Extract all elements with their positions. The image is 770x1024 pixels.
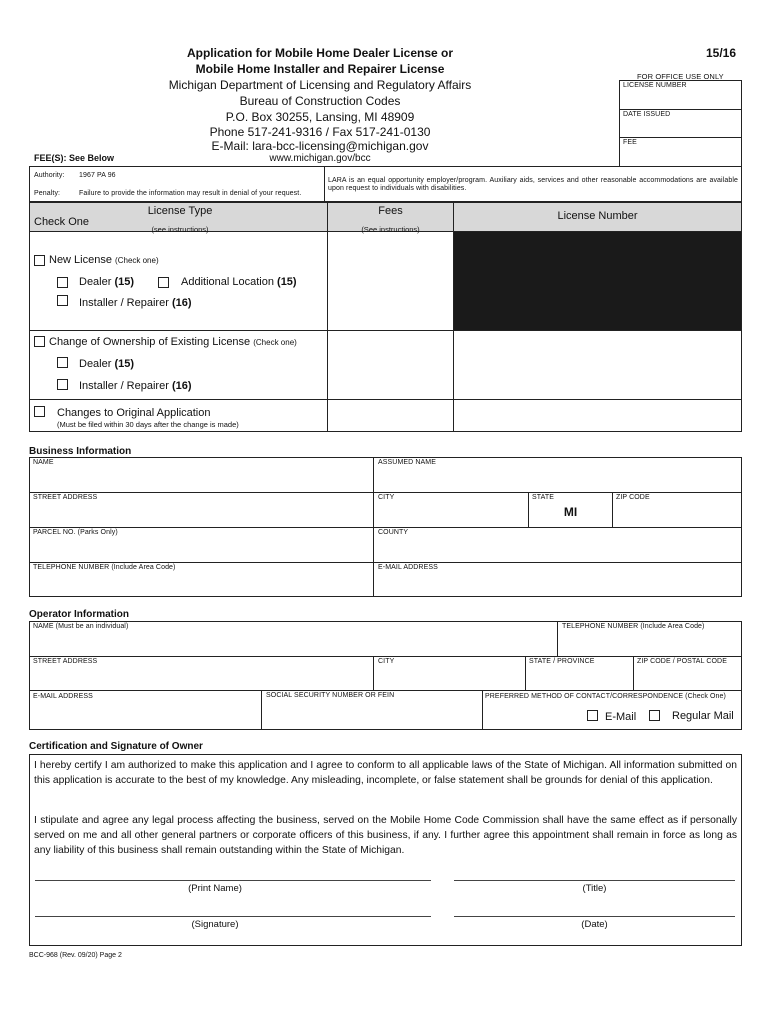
department-name: Michigan Department of Licensing and Regulatory Affairs	[168, 78, 472, 92]
date-caption: (Date)	[581, 919, 608, 930]
change-ownership-check-one-note: (Check one)	[253, 338, 297, 347]
form-title-line1: Application for Mobile Home Dealer License or	[186, 46, 454, 60]
operator-street-label: STREET ADDRESS	[33, 658, 98, 665]
change-installer-option	[79, 380, 192, 392]
business-state-label: STATE	[532, 494, 555, 501]
new-dealer-label: Dealer	[79, 276, 112, 288]
operator-street-field[interactable]	[30, 667, 372, 689]
change-installer-code: (16)	[171, 380, 192, 392]
additional-location-code: (15)	[277, 276, 297, 288]
change-installer-label: Installer / Repairer	[79, 380, 169, 392]
certification-paragraph-2: I stipulate and agree any legal process affecting the business, served on the Mobile Home Code Commission shall have the same effect as if personally served on me and all other general partners or corporate officers of this business, if any. I further agree this appointment shall remain in force as long as any liability of this business shall remain outstanding within the State of Michigan.	[34, 815, 737, 856]
operator-zip-label: ZIP CODE / POSTAL CODE	[637, 658, 727, 665]
penalty-value: Failure to provide the information may result in denial of your request.	[79, 190, 302, 197]
business-name-label: NAME	[33, 459, 54, 466]
license-number-header: License Number	[557, 210, 638, 222]
signature-caption: (Signature)	[191, 919, 239, 930]
contact-mail-checkbox[interactable]	[649, 710, 660, 721]
title-caption: (Title)	[582, 883, 607, 894]
print-name-caption: (Print Name)	[188, 883, 242, 894]
website: www.michigan.gov/bcc	[269, 153, 371, 164]
mailing-address: P.O. Box 30255, Lansing, MI 48909	[225, 110, 415, 124]
new-installer-option	[79, 297, 192, 309]
operator-ssn-label: SOCIAL SECURITY NUMBER OR FEIN	[266, 692, 395, 699]
business-city-label: CITY	[378, 494, 395, 501]
date-line[interactable]	[454, 916, 735, 917]
business-zip-label: ZIP CODE	[616, 494, 650, 501]
new-license-check-one-note: (Check one)	[115, 256, 159, 265]
changes-original-note: (Must be filed within 30 days after the change is made)	[57, 420, 239, 429]
penalty-label: Penalty:	[34, 190, 61, 197]
business-parcel-field[interactable]	[30, 538, 372, 561]
new-license-option	[49, 254, 159, 266]
business-info-heading: Business Information	[29, 446, 132, 457]
new-installer-code: (16)	[171, 297, 192, 309]
office-fee-box	[619, 137, 742, 167]
changes-original-checkbox[interactable]	[34, 406, 45, 417]
authority-box	[29, 166, 742, 202]
change-ownership-checkbox[interactable]	[34, 336, 45, 347]
authority-value: 1967 PA 96	[79, 172, 116, 179]
business-email-field[interactable]	[374, 573, 741, 596]
signature-line[interactable]	[35, 916, 431, 917]
office-date-issued-box	[619, 109, 742, 138]
contact-email-option: E-Mail	[605, 711, 637, 723]
certification-heading: Certification and Signature of Owner	[29, 741, 203, 752]
office-fee-label: FEE	[623, 139, 637, 146]
print-name-line[interactable]	[35, 880, 431, 881]
authority-label: Authority:	[34, 172, 65, 179]
office-license-number-label: LICENSE NUMBER	[623, 82, 687, 89]
change-dealer-checkbox[interactable]	[57, 357, 68, 368]
additional-location-label: Additional Location	[181, 276, 274, 288]
operator-info-heading: Operator Information	[29, 609, 130, 620]
license-type-subheader-text: (see instructions)	[151, 225, 209, 234]
business-assumed-name-label: ASSUMED NAME	[378, 459, 436, 466]
certification-paragraph-1: I hereby certify I am authorized to make this application and I agree to conform to all applicable laws of the State of Michigan. All information submitted on this application is accurate to the best of my knowledge. Any misleading, incomplete, or false statement shall be grounds for denial of this application.	[34, 760, 737, 786]
operator-telephone-label: TELEPHONE NUMBER (Include Area Code)	[562, 623, 705, 630]
change-ownership-option	[49, 336, 297, 348]
business-city-field[interactable]	[374, 503, 527, 526]
form-title-line2: Mobile Home Installer and Repairer License	[195, 62, 445, 76]
fees-subheader	[328, 219, 453, 237]
business-street-label: STREET ADDRESS	[33, 494, 98, 501]
business-assumed-name-field[interactable]	[374, 468, 741, 491]
operator-email-label: E-MAIL ADDRESS	[33, 693, 93, 700]
operator-city-label: CITY	[378, 658, 395, 665]
business-name-field[interactable]	[30, 468, 372, 491]
contact-email: E-Mail: lara-bcc-licensing@michigan.gov	[211, 139, 429, 153]
new-license-checkbox[interactable]	[34, 255, 45, 266]
business-telephone-label: TELEPHONE NUMBER (Include Area Code)	[33, 564, 176, 571]
business-state-value: MI	[563, 505, 578, 519]
contact-email-checkbox[interactable]	[587, 710, 598, 721]
changes-original-label: Changes to Original Application	[57, 407, 211, 419]
license-type-header: License Type	[147, 205, 213, 217]
additional-location-checkbox[interactable]	[158, 277, 169, 288]
business-telephone-field[interactable]	[30, 573, 372, 596]
business-street-field[interactable]	[30, 503, 372, 526]
eeo-statement: LARA is an equal opportunity employer/program. Auxiliary aids, services and other reasonable accommodations are available upon request to individuals with disabilities.	[328, 177, 738, 192]
change-dealer-option	[79, 358, 134, 370]
fees-subheader-text: (See instructions)	[361, 225, 420, 234]
form-footer: BCC-968 (Rev. 09/20) Page 2	[29, 952, 122, 959]
new-dealer-code: (15)	[114, 276, 135, 288]
new-license-label: New License	[49, 254, 112, 266]
new-installer-label: Installer / Repairer	[79, 297, 169, 309]
business-zip-field[interactable]	[613, 503, 741, 526]
operator-city-field[interactable]	[374, 667, 524, 689]
business-email-label: E-MAIL ADDRESS	[378, 564, 438, 571]
change-dealer-label: Dealer	[79, 358, 112, 370]
operator-state-field[interactable]	[526, 667, 632, 689]
fees-header: Fees	[378, 205, 403, 217]
business-parcel-label: PARCEL NO. (Parks Only)	[33, 529, 118, 536]
change-dealer-code: (15)	[114, 358, 135, 370]
operator-name-field[interactable]	[30, 632, 556, 655]
operator-zip-field[interactable]	[634, 667, 741, 689]
office-date-issued-label: DATE ISSUED	[623, 111, 671, 118]
preferred-contact-label: PREFERRED METHOD OF CONTACT/CORRESPONDENCE (Check One)	[485, 693, 726, 700]
phone-fax: Phone 517-241-9316 / Fax 517-241-0130	[209, 125, 431, 139]
new-installer-checkbox[interactable]	[57, 295, 68, 306]
check-one-header: Check One	[34, 216, 90, 228]
change-ownership-label: Change of Ownership of Existing License	[49, 336, 251, 348]
operator-telephone-field[interactable]	[558, 632, 741, 655]
operator-email-field[interactable]	[30, 702, 260, 729]
additional-location-option	[181, 276, 297, 288]
new-dealer-checkbox[interactable]	[57, 277, 68, 288]
operator-name-label: NAME (Must be an individual)	[33, 623, 129, 630]
operator-ssn-field[interactable]	[262, 701, 481, 729]
form-number: 15/16	[706, 46, 737, 60]
contact-mail-option: Regular Mail	[672, 710, 734, 722]
title-line[interactable]	[454, 880, 735, 881]
new-dealer-option	[79, 276, 134, 288]
bureau-name: Bureau of Construction Codes	[239, 94, 401, 108]
office-license-number-box	[619, 80, 742, 110]
license-type-subheader	[130, 219, 230, 237]
business-county-field[interactable]	[374, 538, 741, 561]
license-number-blacked-out	[454, 232, 741, 330]
office-use-heading: FOR OFFICE USE ONLY	[637, 72, 724, 81]
change-installer-checkbox[interactable]	[57, 379, 68, 390]
fees-note: FEE(S): See Below	[34, 153, 115, 163]
business-county-label: COUNTY	[378, 529, 409, 536]
operator-state-label: STATE / PROVINCE	[529, 658, 595, 665]
